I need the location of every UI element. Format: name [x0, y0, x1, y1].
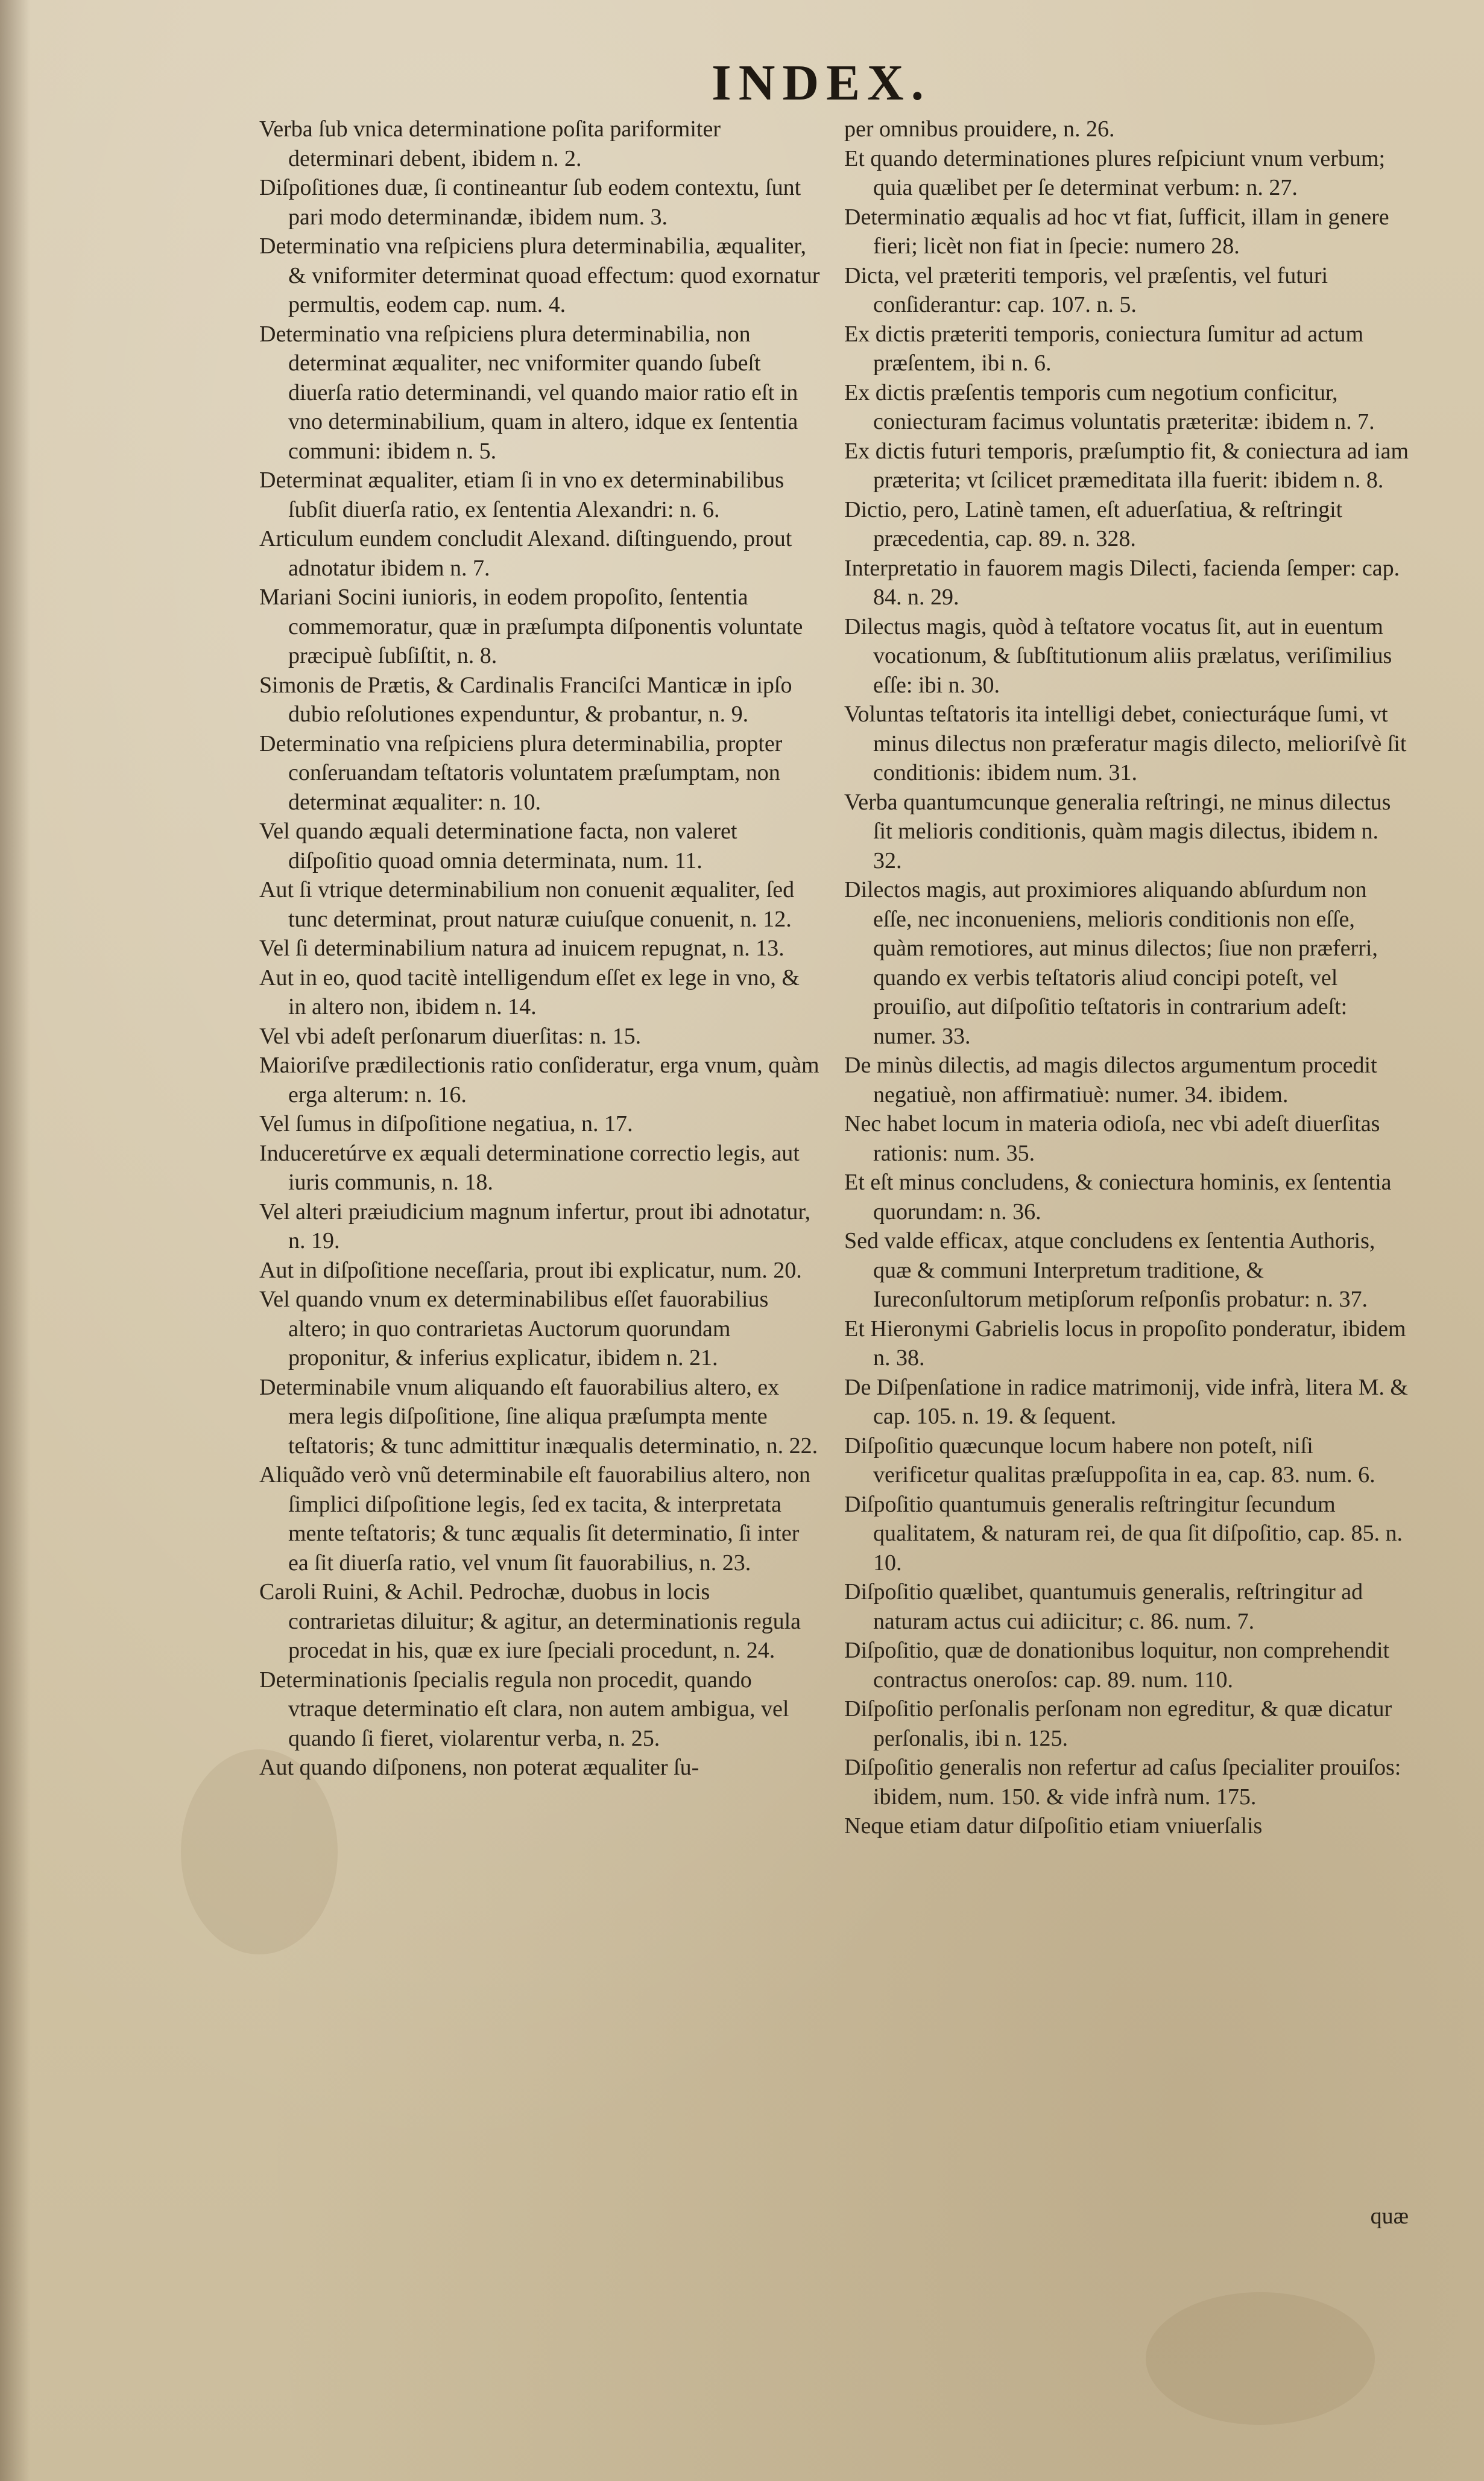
index-entry: Maioriſve prædilectionis ratio conſideratur, erga vnum, quàm erga alterum: n. 16. — [259, 1053, 819, 1107]
index-entry: Diſpoſitio perſonalis perſonam non egreditur, & quæ dicatur perſonalis, ibi n. 125. — [844, 1696, 1392, 1751]
index-entry: Diſpoſitio generalis non refertur ad caſus ſpecialiter prouiſos: ibidem, num. 150. & vide infrà num. 175. — [844, 1755, 1401, 1810]
index-entry: Caroli Ruini, & Achil. Pedrochæ, duobus in locis contrarietas diluitur; & agitur, an determinationis regula procedat in his, quæ ex iure ſpeciali procedunt, n. 24. — [259, 1579, 801, 1663]
index-entry: Et quando determinationes plures reſpiciunt vnum verbum; quia quælibet per ſe determinat verbum: n. 27. — [844, 145, 1386, 200]
index-entry: Ex dictis præſentis temporis cum negotium conficitur, coniecturam facimus voluntatis præteritæ: ibidem n. 7. — [844, 379, 1375, 434]
index-entry: Aliquãdo verò vnũ determinabile eſt fauorabilius altero, non ſimplici diſpoſitione legis, ſed ex tacita, & interpretata mente teſtatoris; & tunc æqualis ſit determinatio, ſi inter ea ſit diuerſa ratio, vel vnum ſit fauorabilius, n. 23. — [259, 1462, 810, 1576]
index-entry: Determinat æqualiter, etiam ſi in vno ex determinabilibus ſubſit diuerſa ratio, ex ſententia Alexandri: n. 6. — [259, 467, 785, 522]
index-entry: Voluntas teſtatoris ita intelligi debet, coniecturáque ſumi, vt minus dilectus non præferatur magis dilecto, melioriſvè ſit conditionis: ibidem num. 31. — [844, 702, 1407, 785]
index-entry: Diſpoſitio quantumuis generalis reſtringitur ſecundum qualitatem, & naturam rei, de qua ſit diſpoſitio, cap. 85. n. 10. — [844, 1491, 1403, 1576]
index-entry: Ex dictis futuri temporis, præſumptio fit, & coniectura ad iam præterita; vt ſcilicet præmeditata illa fuerit: ibidem n. 8. — [844, 438, 1409, 493]
index-entry: Simonis de Prætis, & Cardinalis Franciſci Manticæ in ipſo dubio reſolutiones expenduntur, & probantur, n. 9. — [259, 672, 792, 727]
index-entry: Induceretúrve ex æquali determinatione correctio legis, aut iuris communis, n. 18. — [259, 1140, 800, 1195]
index-entry: Determinatio æqualis ad hoc vt fiat, ſufficit, illam in genere fieri; licèt non fiat in ſpecie: numero 28. — [844, 204, 1389, 259]
paper-stain — [1146, 2292, 1375, 2425]
index-entry: Ex dictis præteriti temporis, coniectura ſumitur ad actum præſentem, ibi n. 6. — [844, 321, 1364, 376]
index-entry: Dictio, pero, Latinè tamen, eſt aduerſatiua, & reſtringit præcedentia, cap. 89. n. 328. — [844, 496, 1343, 551]
index-entry: Nec habet locum in materia odioſa, nec vbi adeſt diuerſitas rationis: num. 35. — [844, 1111, 1380, 1166]
index-entry: Determinationis ſpecialis regula non procedit, quando vtraque determinatio eſt clara, non autem ambigua, vel quando ſi fieret, violarentur verba, n. 25. — [259, 1667, 789, 1751]
page-gutter-shadow — [0, 0, 30, 2481]
index-entry: Diſpoſitio quæcunque locum habere non poteſt, niſi verificetur qualitas præſuppoſita in ea, cap. 83. num. 6. — [844, 1433, 1375, 1488]
index-column-left — [259, 115, 820, 1782]
index-entry: Diſpoſitio quælibet, quantumuis generalis, reſtringitur ad naturam actus cui adiicitur; c. 86. num. 7. — [844, 1579, 1363, 1634]
index-column-right — [844, 115, 1411, 1841]
index-entry: Interpretatio in fauorem magis Dilecti, facienda ſemper: cap. 84. n. 29. — [844, 555, 1400, 610]
index-entry: Mariani Socini iunioris, in eodem propoſito, ſententia commemoratur, quæ in præſumpta diſponentis voluntate præcipuè ſubſiſtit, n. 8. — [259, 585, 803, 668]
index-entry: Dicta, vel præteriti temporis, vel præſentis, vel futuri conſiderantur: cap. 107. n. 5. — [844, 262, 1328, 317]
index-entry: Dilectos magis, aut proximiores aliquando abſurdum non eſſe, nec inconueniens, melioris conditionis non eſſe, quàm remotiores, aut minus dilectos; ſiue non præferri, quando ex verbis teſtatoris aliud concipi poteſt, vel prouiſio, aut diſpoſitio teſtatoris in contrarium adeſt: numer. 33. — [844, 877, 1378, 1049]
index-entry: Vel ſumus in diſpoſitione negatiua, n. 17. — [259, 1111, 633, 1136]
index-entry: Et Hieronymi Gabrielis locus in propoſito ponderatur, ibidem n. 38. — [844, 1316, 1406, 1370]
index-entry: per omnibus prouidere, n. 26. — [844, 116, 1115, 142]
index-entry: Vel alteri præiudicium magnum infertur, prout ibi adnotatur, n. 19. — [259, 1199, 811, 1253]
index-entry: Sed valde efficax, atque concludens ex ſententia Authoris, quæ & communi Interpretum traditione, & Iureconſultorum metipſorum reſponſis probatur: n. 37. — [844, 1228, 1375, 1312]
index-entry: Vel ſi determinabilium natura ad inuicem repugnat, n. 13. — [259, 936, 785, 961]
index-entry: De Diſpenſatione in radice matrimonij, vide infrà, litera M. & cap. 105. n. 19. & ſequent. — [844, 1374, 1408, 1429]
index-entry: Determinabile vnum aliquando eſt fauorabilius altero, ex mera legis diſpoſitione, ſine aliqua præſumpta mente teſtatoris; & tunc admittitur inæqualis determinatio, n. 22. — [259, 1374, 818, 1459]
index-entry: Verba quantumcunque generalia reſtringi, ne minus dilectus ſit melioris conditionis, quàm magis dilectus, ibidem n. 32. — [844, 789, 1391, 873]
index-entry: Aut in eo, quod tacitè intelligendum eſſet ex lege in vno, & in altero non, ibidem n. 14. — [259, 965, 800, 1019]
index-entry: Aut quando diſponens, non poterat æqualiter ſu- — [259, 1755, 699, 1780]
index-entry: Diſpoſitio, quæ de donationibus loquitur, non comprehendit contractus oneroſos: cap. 89. num. 110. — [844, 1638, 1390, 1693]
index-entry: Vel quando vnum ex determinabilibus eſſet fauorabilius altero; in quo contrarietas Auctorum quorundam proponitur, & inferius explicatur, ibidem n. 21. — [259, 1287, 769, 1370]
index-entry: Determinatio vna reſpiciens plura determinabilia, propter conſeruandam teſtatoris voluntatem præſumptam, non determinat æqualiter: n. 10. — [259, 730, 783, 815]
index-entry: Diſpoſitiones duæ, ſi contineantur ſub eodem contextu, ſunt pari modo determinandæ, ibidem num. 3. — [259, 175, 801, 230]
index-entry: Vel quando æquali determinatione facta, non valeret diſpoſitio quoad omnia determinata, num. 11. — [259, 819, 737, 873]
index-entry: Aut ſi vtrique determinabilium non conuenit æqualiter, ſed tunc determinat, prout naturæ cuiuſque conuenit, n. 12. — [259, 877, 795, 932]
index-entry: Aut in diſpoſitione neceſſaria, prout ibi explicatur, num. 20. — [259, 1257, 802, 1283]
index-entry: Determinatio vna reſpiciens plura determinabilia, æqualiter, & vniformiter determinat quoad effectum: quod exornatur permultis, eodem cap. num. 4. — [259, 233, 820, 317]
catchword: quæ — [1370, 2204, 1409, 2229]
index-entry: Articulum eundem concludit Alexand. diſtinguendo, prout adnotatur ibidem n. 7. — [259, 526, 792, 581]
page-title: INDEX. — [712, 55, 931, 111]
index-entry: Determinatio vna reſpiciens plura determinabilia, non determinat æqualiter, nec vniformiter quando ſubeſt diuerſa ratio determinandi, vel quando maior ratio eſt in vno determinabilium, quam in altero, idque ex ſententia communi: ibidem n. 5. — [259, 321, 798, 464]
index-entry: Dilectus magis, quòd à teſtatore vocatus ſit, aut in euentum vocationum, & ſubſtitutionum aliis prælatus, veriſimilius eſſe: ibi n. 30. — [844, 613, 1392, 698]
index-entry: Et eſt minus concludens, & coniectura hominis, ex ſententia quorundam: n. 36. — [844, 1170, 1392, 1225]
index-entry: De minùs dilectis, ad magis dilectos argumentum procedit negatiuè, non affirmatiuè: numer. 34. ibidem. — [844, 1053, 1377, 1107]
index-entry: Verba ſub vnica determinatione poſita pariformiter determinari debent, ibidem n. 2. — [259, 116, 721, 171]
index-entry: Vel vbi adeſt perſonarum diuerſitas: n. 15. — [259, 1023, 642, 1049]
index-entry: Neque etiam datur diſpoſitio etiam vniuerſalis — [844, 1813, 1263, 1839]
